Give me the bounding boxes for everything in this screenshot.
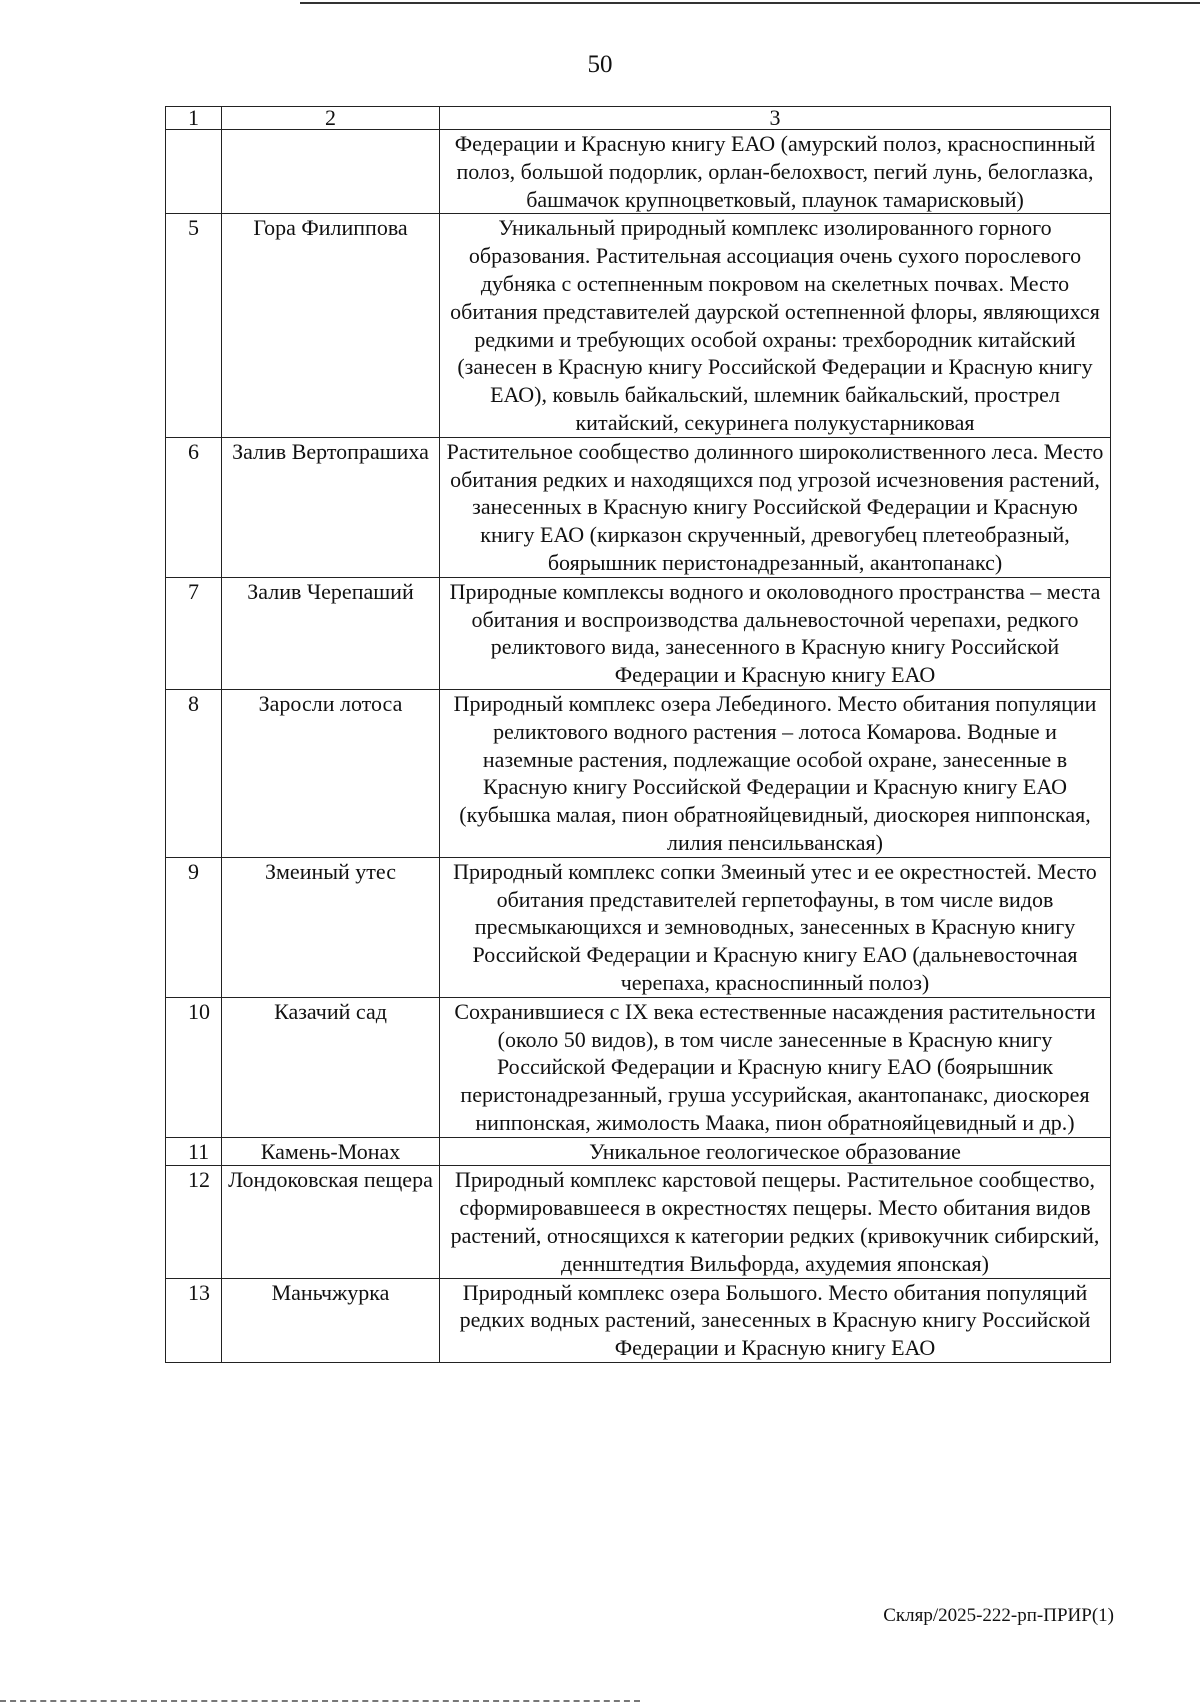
- bottom-rule: [0, 1700, 640, 1702]
- row-name: Лондоковская пещера: [222, 1166, 440, 1278]
- row-name: Камень-Монах: [222, 1137, 440, 1166]
- row-name-empty: [222, 130, 440, 214]
- row-description: Природный комплекс озера Большого. Место обитания популяций редких водных растений, занесенных в Красную книгу Российской Федерации и Красную книгу ЕАО: [440, 1278, 1111, 1362]
- row-description: Федерации и Красную книгу ЕАО (амурский полоз, красноспинный полоз, большой подорлик, орлан-белохвост, пегий лунь, белоглазка, башмачок крупноцветковый, плаунок тамарисковый): [440, 130, 1111, 214]
- continuation-row: [166, 130, 1111, 214]
- table-row: [166, 577, 1111, 689]
- row-description: Уникальное геологическое образование: [440, 1137, 1111, 1166]
- table-header-row: [166, 107, 1111, 130]
- row-description: Растительное сообщество долинного широколиственного леса. Место обитания редких и находящихся под угрозой исчезновения растений, занесенных в Красную книгу Российской Федерации и Красную книгу ЕАО (кирказон скрученный, древогубец плетеобразный, боярышник перистонадрезанный, акантопанакс): [440, 437, 1111, 577]
- header-cell-2: 2: [222, 107, 440, 130]
- row-name: Залив Черепаший: [222, 577, 440, 689]
- row-name: Змеиный утес: [222, 857, 440, 997]
- row-description: Природный комплекс сопки Змеиный утес и ее окрестностей. Место обитания представителей герпетофауны, в том числе видов пресмыкающихся и земноводных, занесенных в Красную книгу Российской Федерации и Красную книгу ЕАО (дальневосточная черепаха, красноспинный полоз): [440, 857, 1111, 997]
- table-row: [166, 1137, 1111, 1166]
- row-description: Природный комплекс карстовой пещеры. Растительное сообщество, сформировавшееся в окрестностях пещеры. Место обитания видов растений, относящихся к категории редких (кривокучник сибирский, деннштедтия Вильфорда, ахудемия японская): [440, 1166, 1111, 1278]
- table-row: [166, 689, 1111, 857]
- header-cell-3: 3: [440, 107, 1111, 130]
- table-row: [166, 214, 1111, 437]
- page-number: 50: [587, 51, 613, 78]
- row-name: Залив Вертопрашиха: [222, 437, 440, 577]
- row-number: 6: [166, 437, 222, 577]
- row-number: 10: [166, 997, 222, 1137]
- row-description: Природные комплексы водного и околоводного пространства – места обитания и воспроизводства дальневосточной черепахи, редкого реликтового вида, занесенного в Красную книгу Российской Федерации и Красную книгу ЕАО: [440, 577, 1111, 689]
- row-name: Маньчжурка: [222, 1278, 440, 1362]
- table-row: [166, 857, 1111, 997]
- row-number: 12: [166, 1166, 222, 1278]
- row-number: 5: [166, 214, 222, 437]
- top-rule: [300, 2, 1200, 4]
- row-description: Сохранившиеся с IX века естественные насаждения растительности (около 50 видов), в том числе занесенные в Красную книгу Российской Федерации и Красную книгу ЕАО (боярышник перистонадрезанный, груша уссурийская, акантопанакс, диоскорея ниппонская, жимолость Маака, пион обратнояйцевидный и др.): [440, 997, 1111, 1137]
- row-name: Казачий сад: [222, 997, 440, 1137]
- table-row: [166, 1278, 1111, 1362]
- row-number: 9: [166, 857, 222, 997]
- table-row: [166, 437, 1111, 577]
- row-description: Уникальный природный комплекс изолированного горного образования. Растительная ассоциация очень сухого порослевого дубняка с остепненным покровом на скелетных почвах. Место обитания представителей даурской остепненной флоры, являющихся редкими и требующих особой охраны: трехбородник китайский (занесен в Красную книгу Российской Федерации и Красную книгу ЕАО), ковыль байкальский, шлемник байкальский, прострел китайский, секуринега полукустарниковая: [440, 214, 1111, 437]
- table-row: [166, 997, 1111, 1137]
- row-number: 7: [166, 577, 222, 689]
- row-description: Природный комплекс озера Лебединого. Место обитания популяции реликтового водного растения – лотоса Комарова. Водные и наземные растения, подлежащие особой охране, занесенные в Красную книгу Российской Федерации и Красную книгу ЕАО (кубышка малая, пион обратнояйцевидный, диоскорея ниппонская, лилия пенсильванская): [440, 689, 1111, 857]
- row-number: 13: [166, 1278, 222, 1362]
- row-number-empty: [166, 130, 222, 214]
- row-number: 8: [166, 689, 222, 857]
- protected-sites-table: [165, 106, 1111, 1363]
- row-number: 11: [166, 1137, 222, 1166]
- table-row: [166, 1166, 1111, 1278]
- row-name: Гора Филиппова: [222, 214, 440, 437]
- document-code: Скляр/2025-222-рп-ПРИР(1): [883, 1605, 1114, 1626]
- row-name: Заросли лотоса: [222, 689, 440, 857]
- header-cell-1: 1: [166, 107, 222, 130]
